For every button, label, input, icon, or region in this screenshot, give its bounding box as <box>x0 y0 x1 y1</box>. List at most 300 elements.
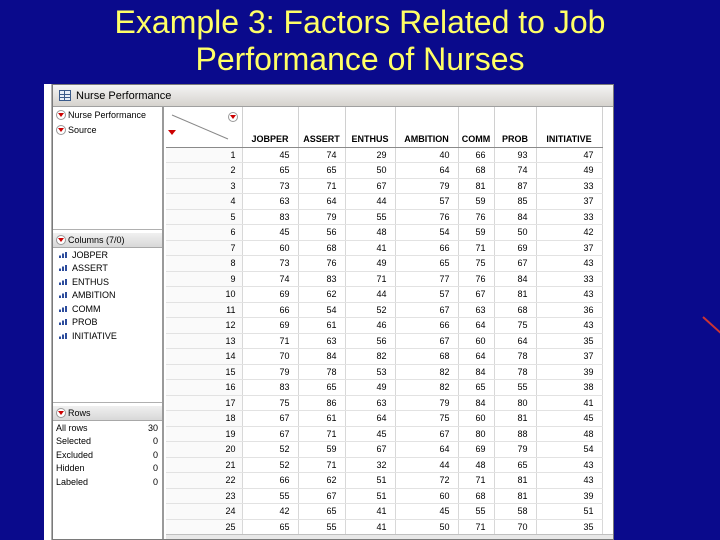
table-cell[interactable]: 49 <box>345 380 395 396</box>
row-number[interactable]: 3 <box>166 178 242 194</box>
table-cell[interactable]: 79 <box>494 442 536 458</box>
table-cell[interactable]: 74 <box>494 163 536 179</box>
table-cell[interactable]: 93 <box>494 147 536 163</box>
column-header-assert[interactable]: ASSERT <box>298 107 345 147</box>
table-cell[interactable]: 55 <box>494 380 536 396</box>
table-cell[interactable]: 71 <box>298 178 345 194</box>
table-cell[interactable]: 53 <box>345 364 395 380</box>
table-row[interactable] <box>166 194 602 210</box>
table-row[interactable] <box>166 488 602 504</box>
rows-panel <box>53 406 162 540</box>
table-cell[interactable]: 70 <box>494 519 536 535</box>
table-cell[interactable]: 86 <box>298 395 345 411</box>
table-cell[interactable]: 72 <box>395 473 458 489</box>
table-cell[interactable]: 37 <box>536 240 602 256</box>
table-cell[interactable]: 84 <box>458 395 494 411</box>
row-number[interactable]: 16 <box>166 380 242 396</box>
table-cell[interactable]: 71 <box>345 271 395 287</box>
table-cell[interactable]: 83 <box>298 271 345 287</box>
table-cell[interactable]: 57 <box>395 287 458 303</box>
column-item-label: COMM <box>72 303 101 314</box>
table-cell[interactable]: 67 <box>242 411 298 427</box>
row-number[interactable]: 11 <box>166 302 242 318</box>
continuous-column-icon <box>59 306 67 312</box>
rows-menu-icon[interactable] <box>56 408 66 418</box>
table-cell[interactable]: 67 <box>395 426 458 442</box>
table-cell[interactable]: 37 <box>536 194 602 210</box>
table-cell[interactable]: 81 <box>494 411 536 427</box>
column-header-ambition[interactable]: AMBITION <box>395 107 458 147</box>
table-cell[interactable]: 41 <box>345 519 395 535</box>
table-cell[interactable]: 64 <box>458 318 494 334</box>
table-cell[interactable]: 71 <box>242 333 298 349</box>
continuous-column-icon <box>59 292 67 298</box>
row-number[interactable]: 1 <box>166 147 242 163</box>
table-cell[interactable]: 67 <box>395 302 458 318</box>
table-row[interactable] <box>166 426 602 442</box>
table-cell[interactable]: 67 <box>345 442 395 458</box>
rows-summary-list <box>53 421 162 489</box>
table-cell[interactable]: 42 <box>242 504 298 520</box>
table-cell[interactable]: 48 <box>458 457 494 473</box>
table-row[interactable] <box>166 457 602 473</box>
table-cell[interactable]: 43 <box>536 318 602 334</box>
table-cell[interactable]: 51 <box>345 473 395 489</box>
rows-summary-value: 0 <box>152 476 158 487</box>
row-number[interactable]: 9 <box>166 271 242 287</box>
table-cell[interactable]: 68 <box>494 302 536 318</box>
row-number[interactable]: 15 <box>166 364 242 380</box>
grid-body <box>166 147 602 535</box>
row-number[interactable]: 24 <box>166 504 242 520</box>
row-number[interactable]: 2 <box>166 163 242 179</box>
table-cell[interactable]: 60 <box>395 488 458 504</box>
table-cell[interactable]: 44 <box>345 194 395 210</box>
column-item-jobper[interactable] <box>53 248 162 262</box>
columns-panel-title: Columns (7/0) <box>68 235 125 245</box>
rows-summary-all-rows <box>53 421 162 435</box>
table-cell[interactable]: 70 <box>242 349 298 365</box>
table-row[interactable] <box>166 147 602 163</box>
table-row[interactable] <box>166 225 602 241</box>
table-name-row[interactable] <box>53 107 162 123</box>
table-cell[interactable]: 79 <box>395 395 458 411</box>
table-cell[interactable]: 81 <box>494 488 536 504</box>
table-cell[interactable]: 54 <box>395 225 458 241</box>
columns-menu-icon[interactable] <box>56 235 66 245</box>
column-item-label: ENTHUS <box>72 276 110 287</box>
table-cell[interactable]: 45 <box>345 426 395 442</box>
table-cell[interactable]: 36 <box>536 302 602 318</box>
row-number[interactable]: 12 <box>166 318 242 334</box>
rows-summary-labeled <box>53 475 162 489</box>
rows-summary-label: Excluded <box>56 449 94 460</box>
table-cell[interactable]: 51 <box>536 504 602 520</box>
table-cell[interactable]: 59 <box>298 442 345 458</box>
table-cell[interactable]: 69 <box>494 240 536 256</box>
row-number[interactable]: 8 <box>166 256 242 272</box>
column-item-enthus[interactable] <box>53 275 162 289</box>
table-cell[interactable]: 66 <box>458 147 494 163</box>
row-number[interactable]: 6 <box>166 225 242 241</box>
table-cell[interactable]: 80 <box>458 426 494 442</box>
row-number[interactable]: 20 <box>166 442 242 458</box>
table-cell[interactable]: 71 <box>458 240 494 256</box>
table-cell[interactable]: 67 <box>494 256 536 272</box>
rows-summary-label: Labeled <box>56 476 89 487</box>
table-cell[interactable]: 65 <box>298 504 345 520</box>
table-cell[interactable]: 54 <box>298 302 345 318</box>
table-cell[interactable]: 79 <box>242 364 298 380</box>
data-table-icon <box>59 90 71 101</box>
table-cell[interactable]: 77 <box>395 271 458 287</box>
table-cell[interactable]: 43 <box>536 256 602 272</box>
column-item-label: AMBITION <box>72 290 116 301</box>
table-row[interactable] <box>166 395 602 411</box>
table-cell[interactable]: 67 <box>298 488 345 504</box>
table-cell[interactable]: 47 <box>536 147 602 163</box>
data-table-window <box>52 84 614 540</box>
rows-summary-value: 0 <box>152 449 158 460</box>
table-cell[interactable]: 43 <box>536 473 602 489</box>
table-cell[interactable]: 64 <box>494 333 536 349</box>
table-cell[interactable]: 55 <box>242 488 298 504</box>
table-cell[interactable]: 65 <box>494 457 536 473</box>
table-cell[interactable]: 45 <box>242 225 298 241</box>
continuous-column-icon <box>59 265 67 271</box>
slide-title-line-2: Performance of Nurses <box>195 41 525 77</box>
table-cell[interactable]: 45 <box>242 147 298 163</box>
table-cell[interactable]: 37 <box>536 349 602 365</box>
window-title: Nurse Performance <box>76 89 172 102</box>
table-cell[interactable]: 50 <box>345 163 395 179</box>
table-row[interactable] <box>166 442 602 458</box>
table-cell[interactable]: 65 <box>242 519 298 535</box>
continuous-column-icon <box>59 333 67 339</box>
table-cell[interactable]: 65 <box>395 256 458 272</box>
table-cell[interactable]: 62 <box>298 287 345 303</box>
table-cell[interactable]: 48 <box>536 426 602 442</box>
column-item-label: ASSERT <box>72 263 108 274</box>
row-number[interactable]: 18 <box>166 411 242 427</box>
table-cell[interactable]: 65 <box>298 163 345 179</box>
table-cell[interactable]: 71 <box>298 457 345 473</box>
row-number[interactable]: 5 <box>166 209 242 225</box>
table-cell[interactable]: 48 <box>345 225 395 241</box>
table-cell[interactable]: 76 <box>395 209 458 225</box>
table-row[interactable] <box>166 287 602 303</box>
table-cell[interactable]: 64 <box>345 411 395 427</box>
table-row[interactable] <box>166 318 602 334</box>
table-cell[interactable]: 71 <box>298 426 345 442</box>
row-number[interactable]: 21 <box>166 457 242 473</box>
table-row[interactable] <box>166 163 602 179</box>
table-cell[interactable]: 73 <box>242 256 298 272</box>
table-cell[interactable]: 33 <box>536 178 602 194</box>
table-cell[interactable]: 87 <box>494 178 536 194</box>
source-row[interactable] <box>53 123 162 136</box>
table-cell[interactable]: 52 <box>242 457 298 473</box>
table-cell[interactable]: 41 <box>345 240 395 256</box>
table-cell[interactable]: 85 <box>494 194 536 210</box>
grid-corner[interactable] <box>166 107 242 147</box>
table-cell[interactable]: 88 <box>494 426 536 442</box>
table-cell[interactable]: 64 <box>395 442 458 458</box>
slide-title-line-1: Example 3: Factors Related to Job <box>114 4 606 40</box>
table-cell[interactable]: 52 <box>242 442 298 458</box>
table-cell[interactable]: 55 <box>458 504 494 520</box>
table-cell[interactable]: 78 <box>494 349 536 365</box>
rows-summary-value: 0 <box>152 463 158 474</box>
columns-list <box>53 248 162 343</box>
table-cell[interactable]: 67 <box>395 333 458 349</box>
table-cell[interactable]: 45 <box>536 411 602 427</box>
sidebar <box>53 107 164 539</box>
table-cell[interactable]: 69 <box>458 442 494 458</box>
table-row[interactable] <box>166 209 602 225</box>
row-number[interactable]: 13 <box>166 333 242 349</box>
table-cell[interactable]: 52 <box>345 302 395 318</box>
table-cell[interactable]: 59 <box>458 225 494 241</box>
column-item-initiative[interactable] <box>53 329 162 343</box>
table-cell[interactable]: 41 <box>345 504 395 520</box>
table-cell[interactable]: 62 <box>298 473 345 489</box>
table-cell[interactable]: 83 <box>242 380 298 396</box>
table-cell[interactable]: 66 <box>395 318 458 334</box>
rows-summary-label: Hidden <box>56 463 85 474</box>
table-row[interactable] <box>166 302 602 318</box>
table-cell[interactable]: 66 <box>242 302 298 318</box>
rows-summary-value: 30 <box>147 422 158 433</box>
table-cell[interactable]: 45 <box>395 504 458 520</box>
table-cell[interactable]: 84 <box>298 349 345 365</box>
table-row[interactable] <box>166 240 602 256</box>
table-cell[interactable]: 46 <box>345 318 395 334</box>
rows-summary-label: Selected <box>56 436 92 447</box>
table-cell[interactable]: 78 <box>494 364 536 380</box>
table-cell[interactable]: 56 <box>345 333 395 349</box>
table-cell[interactable]: 84 <box>494 271 536 287</box>
table-row[interactable] <box>166 349 602 365</box>
table-cell[interactable]: 68 <box>298 240 345 256</box>
table-cell[interactable]: 57 <box>395 194 458 210</box>
tables-panel <box>53 107 162 230</box>
column-header-jobper[interactable]: JOBPER <box>242 107 298 147</box>
table-cell[interactable]: 75 <box>494 318 536 334</box>
table-cell[interactable]: 64 <box>458 349 494 365</box>
table-cell[interactable]: 65 <box>458 380 494 396</box>
table-cell[interactable]: 84 <box>458 364 494 380</box>
table-cell[interactable]: 60 <box>242 240 298 256</box>
table-cell[interactable]: 64 <box>395 163 458 179</box>
table-cell[interactable]: 43 <box>536 287 602 303</box>
column-menu-triangle-icon[interactable] <box>228 111 240 122</box>
rows-panel-header[interactable] <box>53 406 162 421</box>
table-cell[interactable]: 33 <box>536 271 602 287</box>
table-cell[interactable]: 43 <box>536 457 602 473</box>
table-cell[interactable]: 76 <box>458 271 494 287</box>
column-item-label: INITIATIVE <box>72 330 117 341</box>
column-item-prob[interactable] <box>53 316 162 330</box>
table-row[interactable] <box>166 504 602 520</box>
table-cell[interactable]: 67 <box>458 287 494 303</box>
table-row[interactable] <box>166 271 602 287</box>
table-row[interactable] <box>166 473 602 489</box>
continuous-column-icon <box>59 252 67 258</box>
table-cell[interactable]: 78 <box>298 364 345 380</box>
table-cell[interactable]: 55 <box>345 209 395 225</box>
column-header-enthus[interactable]: ENTHUS <box>345 107 395 147</box>
table-cell[interactable]: 63 <box>242 194 298 210</box>
table-cell[interactable]: 39 <box>536 364 602 380</box>
table-cell[interactable]: 68 <box>395 349 458 365</box>
table-cell[interactable]: 32 <box>345 457 395 473</box>
grid-header-row <box>166 107 602 147</box>
corner-diagonal-icon <box>170 113 230 143</box>
row-number[interactable]: 7 <box>166 240 242 256</box>
table-cell[interactable]: 63 <box>458 302 494 318</box>
source-menu-icon[interactable] <box>56 125 66 135</box>
table-row[interactable] <box>166 411 602 427</box>
table-cell[interactable]: 29 <box>345 147 395 163</box>
rows-summary-label: All rows <box>56 422 88 433</box>
table-cell[interactable]: 54 <box>536 442 602 458</box>
row-number[interactable]: 23 <box>166 488 242 504</box>
table-cell[interactable]: 68 <box>458 163 494 179</box>
table-cell[interactable]: 73 <box>242 178 298 194</box>
column-header-initiative[interactable]: INITIATIVE <box>536 107 602 147</box>
table-cell[interactable]: 69 <box>242 287 298 303</box>
table-cell[interactable]: 65 <box>298 380 345 396</box>
table-cell[interactable]: 76 <box>298 256 345 272</box>
table-cell[interactable]: 81 <box>458 178 494 194</box>
rows-summary-selected <box>53 435 162 449</box>
row-number[interactable]: 19 <box>166 426 242 442</box>
table-cell[interactable]: 51 <box>345 488 395 504</box>
column-item-label: JOBPER <box>72 249 109 260</box>
row-number[interactable]: 10 <box>166 287 242 303</box>
table-cell[interactable]: 50 <box>494 225 536 241</box>
table-cell[interactable]: 35 <box>536 333 602 349</box>
continuous-column-icon <box>59 279 67 285</box>
horizontal-scrollbar[interactable] <box>166 534 613 539</box>
table-cell[interactable]: 42 <box>536 225 602 241</box>
table-row[interactable] <box>166 333 602 349</box>
table-cell[interactable]: 33 <box>536 209 602 225</box>
slide-title <box>0 4 720 78</box>
table-cell[interactable]: 56 <box>298 225 345 241</box>
row-number[interactable]: 22 <box>166 473 242 489</box>
table-cell[interactable]: 59 <box>458 194 494 210</box>
table-cell[interactable]: 69 <box>242 318 298 334</box>
table-row[interactable] <box>166 364 602 380</box>
table-cell[interactable]: 81 <box>494 287 536 303</box>
row-number[interactable]: 14 <box>166 349 242 365</box>
column-item-assert[interactable] <box>53 262 162 276</box>
table-cell[interactable]: 40 <box>395 147 458 163</box>
table-cell[interactable]: 66 <box>242 473 298 489</box>
table-cell[interactable]: 75 <box>458 256 494 272</box>
table-cell[interactable]: 79 <box>298 209 345 225</box>
table-cell[interactable]: 35 <box>536 519 602 535</box>
table-cell[interactable]: 39 <box>536 488 602 504</box>
table-cell[interactable]: 67 <box>242 426 298 442</box>
table-row[interactable] <box>166 178 602 194</box>
table-cell[interactable]: 66 <box>395 240 458 256</box>
table-cell[interactable]: 50 <box>395 519 458 535</box>
table-cell[interactable]: 60 <box>458 333 494 349</box>
table-cell[interactable]: 71 <box>458 473 494 489</box>
data-grid <box>166 107 613 539</box>
table-cell[interactable]: 67 <box>345 178 395 194</box>
table-cell[interactable]: 74 <box>298 147 345 163</box>
column-item-comm[interactable] <box>53 302 162 316</box>
table-cell[interactable]: 44 <box>395 457 458 473</box>
table-menu-icon[interactable] <box>56 110 66 120</box>
table-cell[interactable]: 76 <box>458 209 494 225</box>
row-number[interactable]: 4 <box>166 194 242 210</box>
table-cell[interactable]: 58 <box>494 504 536 520</box>
column-item-label: PROB <box>72 317 98 328</box>
table-cell[interactable]: 80 <box>494 395 536 411</box>
table-cell[interactable]: 65 <box>242 163 298 179</box>
table-cell[interactable]: 84 <box>494 209 536 225</box>
row-number[interactable]: 25 <box>166 519 242 535</box>
table-cell[interactable]: 83 <box>242 209 298 225</box>
table-cell[interactable]: 49 <box>345 256 395 272</box>
table-cell[interactable]: 79 <box>395 178 458 194</box>
table-row[interactable] <box>166 519 602 535</box>
table-cell[interactable]: 71 <box>458 519 494 535</box>
rows-summary-hidden <box>53 462 162 476</box>
table-cell[interactable]: 61 <box>298 411 345 427</box>
table-row[interactable] <box>166 380 602 396</box>
table-cell[interactable]: 81 <box>494 473 536 489</box>
table-cell[interactable]: 38 <box>536 380 602 396</box>
table-name-label: Nurse Performance <box>68 110 147 120</box>
column-header-prob[interactable]: PROB <box>494 107 536 147</box>
source-label: Source <box>68 124 97 135</box>
table-cell[interactable]: 55 <box>298 519 345 535</box>
window-titlebar[interactable] <box>53 85 613 107</box>
table-cell[interactable]: 61 <box>298 318 345 334</box>
row-number[interactable]: 17 <box>166 395 242 411</box>
table-cell[interactable]: 82 <box>345 349 395 365</box>
table-cell[interactable]: 82 <box>395 380 458 396</box>
table-cell[interactable]: 44 <box>345 287 395 303</box>
table-cell[interactable]: 75 <box>395 411 458 427</box>
column-item-ambition[interactable] <box>53 289 162 303</box>
pointer-line <box>702 316 720 334</box>
column-header-comm[interactable]: COMM <box>458 107 494 147</box>
columns-panel <box>53 233 162 403</box>
table-cell[interactable]: 75 <box>242 395 298 411</box>
table-cell[interactable]: 49 <box>536 163 602 179</box>
table-cell[interactable]: 64 <box>298 194 345 210</box>
table-cell[interactable]: 63 <box>345 395 395 411</box>
table-cell[interactable]: 82 <box>395 364 458 380</box>
row-menu-triangle-icon[interactable] <box>168 135 179 145</box>
table-row[interactable] <box>166 256 602 272</box>
columns-panel-header[interactable] <box>53 233 162 248</box>
table-cell[interactable]: 60 <box>458 411 494 427</box>
rows-summary-value: 0 <box>152 436 158 447</box>
table-cell[interactable]: 63 <box>298 333 345 349</box>
table-cell[interactable]: 68 <box>458 488 494 504</box>
background-window-edge <box>44 84 52 540</box>
table-cell[interactable]: 74 <box>242 271 298 287</box>
table-cell[interactable]: 41 <box>536 395 602 411</box>
